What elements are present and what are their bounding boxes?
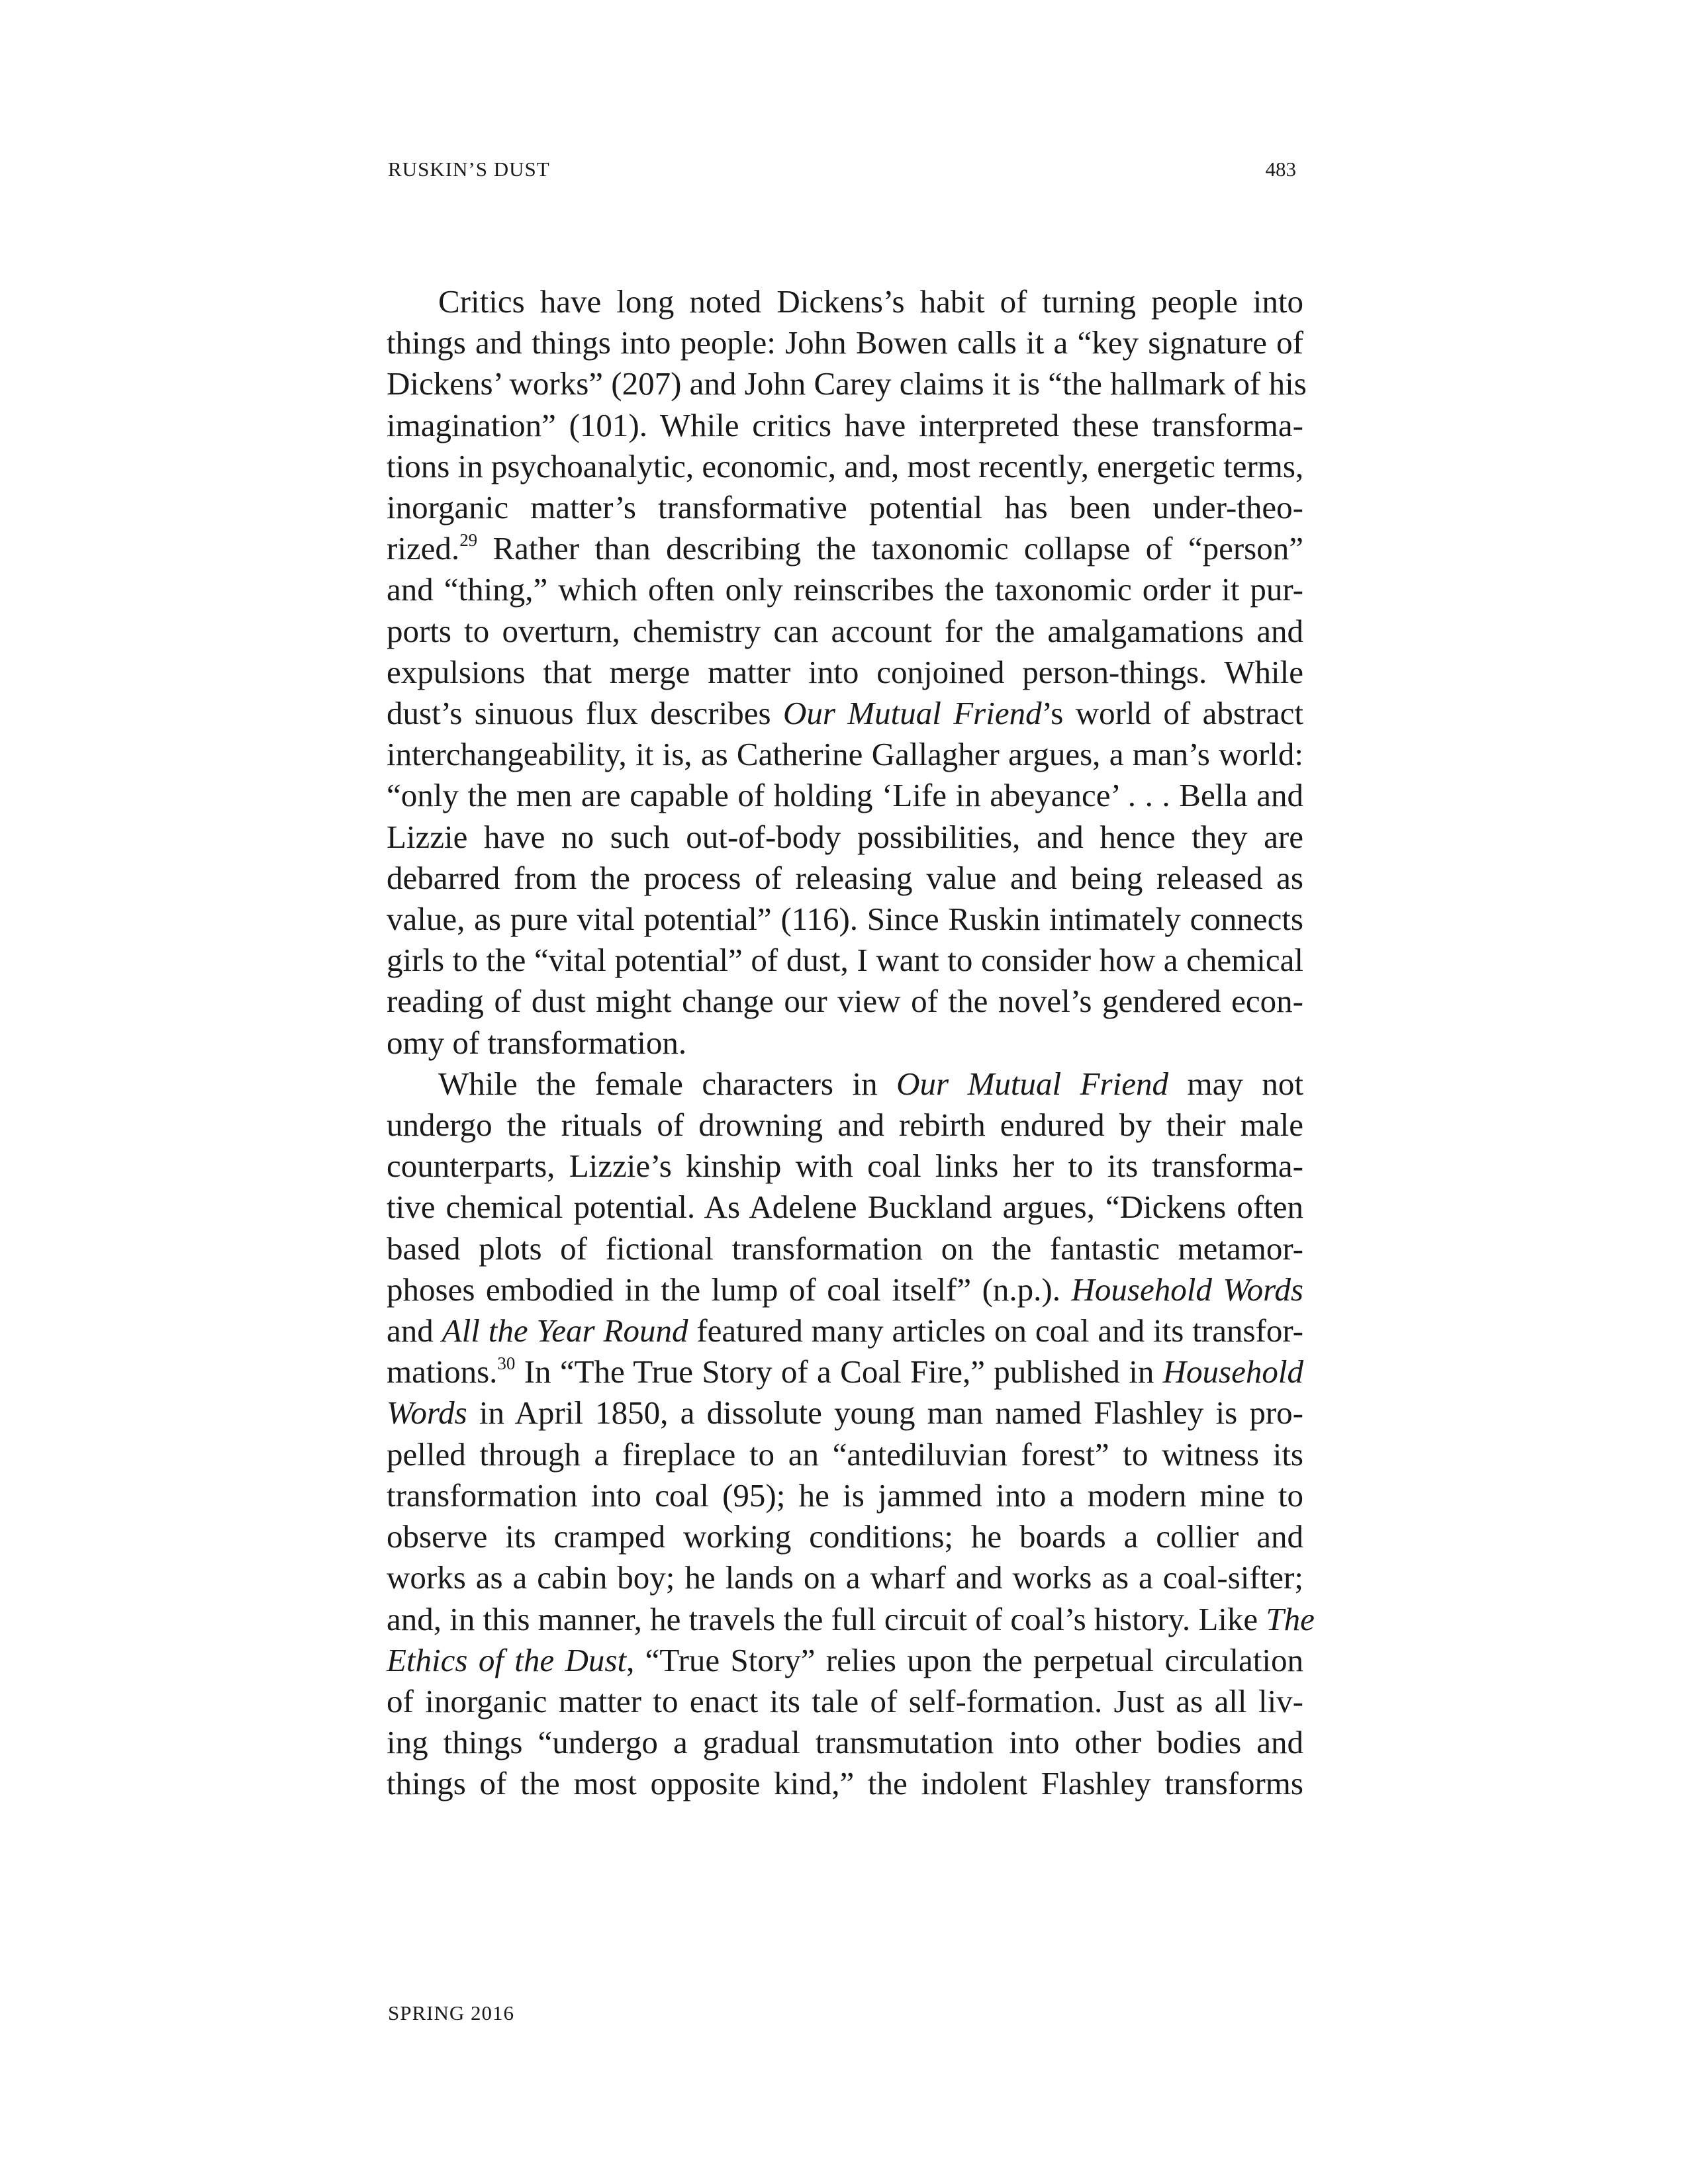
text-line — [387, 1557, 1303, 1598]
text-line — [387, 1681, 1303, 1722]
text-line — [387, 611, 1303, 652]
text-span: based plots of fictional transformation on the fantastic metamor- — [387, 1230, 1303, 1267]
text-line — [387, 899, 1303, 940]
text-span: tions in psychoanalytic, economic, and, most recently, energetic terms, — [387, 447, 1304, 484]
text-line — [387, 1392, 1303, 1433]
text-line — [387, 446, 1303, 487]
text-line — [387, 858, 1303, 899]
text-line — [387, 1434, 1303, 1475]
text-line — [387, 1310, 1303, 1351]
text-span: rized. — [387, 530, 460, 567]
italic-title-span: The — [1266, 1600, 1315, 1637]
text-span: things of the most opposite kind,” the indolent Flashley transforms — [387, 1765, 1303, 1802]
text-span: and, in this manner, he travels the full circuit of coal’s history. Like — [387, 1600, 1266, 1637]
text-line — [387, 1599, 1315, 1640]
italic-title-span: Our Mutual Friend — [896, 1065, 1168, 1102]
paragraph — [387, 1064, 1315, 1805]
text-span: Critics have long noted Dickens’s habit of turning people into — [438, 283, 1303, 320]
page-number: 483 — [1265, 158, 1296, 181]
text-span: omy of transformation. — [387, 1024, 687, 1061]
text-span: girls to the “vital potential” of dust, I want to consider how a chemical — [387, 942, 1303, 979]
text-line — [387, 1351, 1303, 1392]
text-span: featured many articles on coal and its transfor- — [688, 1312, 1303, 1349]
text-span: things and things into people: John Bowen calls it a “key signature of — [387, 324, 1303, 361]
body-text — [387, 281, 1315, 1805]
text-span: ing things “undergo a gradual transmutation into other bodies and — [387, 1724, 1303, 1761]
running-head: RUSKIN’S DUST — [388, 158, 550, 181]
text-line — [387, 775, 1303, 816]
text-line — [387, 281, 1303, 322]
text-line — [387, 1722, 1303, 1763]
text-span: Rather than describing the taxonomic collapse of “person” — [477, 530, 1303, 567]
text-line — [387, 1475, 1303, 1516]
text-span: and “thing,” which often only reinscribes the taxonomic order it pur- — [387, 571, 1303, 608]
footnote-marker[interactable]: 30 — [497, 1353, 516, 1374]
text-line — [387, 1640, 1303, 1681]
text-span: In “The True Story of a Coal Fire,” published in — [515, 1353, 1163, 1390]
text-line — [387, 1146, 1303, 1187]
text-span: may not — [1168, 1065, 1303, 1102]
text-line — [387, 1023, 1303, 1064]
text-span: works as a cabin boy; he lands on a wharf and works as a coal-sifter; — [387, 1559, 1303, 1596]
italic-title-span: Household Words — [1071, 1271, 1303, 1308]
text-line — [387, 487, 1303, 528]
text-span: in April 1850, a dissolute young man named Flashley is pro- — [467, 1394, 1303, 1432]
text-span: tive chemical potential. As Adelene Buckland argues, “Dickens often — [387, 1189, 1303, 1226]
italic-title-span: Our Mutual Friend — [782, 695, 1042, 732]
text-span: inorganic matter’s transformative potential has been under-theo- — [387, 489, 1303, 526]
text-line — [387, 1763, 1303, 1804]
paragraph — [387, 281, 1307, 1064]
text-span: pelled through a fireplace to an “antediluvian forest” to witness its — [387, 1435, 1303, 1473]
footnote-marker[interactable]: 29 — [459, 530, 478, 551]
text-line — [387, 693, 1303, 734]
text-span: debarred from the process of releasing value and being released as — [387, 859, 1303, 896]
text-line — [387, 1269, 1303, 1310]
text-span: ’s world of abstract — [1041, 695, 1303, 732]
text-line — [387, 1516, 1303, 1557]
running-foot: SPRING 2016 — [388, 2001, 515, 2025]
text-line — [387, 981, 1303, 1022]
text-span: observe its cramped working conditions; he boards a collier and — [387, 1518, 1303, 1555]
text-line — [387, 817, 1303, 858]
text-span: transformation into coal (95); he is jammed into a modern mine to — [387, 1477, 1303, 1514]
text-span: , “True Story” relies upon the perpetual circulation — [626, 1641, 1303, 1678]
text-span: counterparts, Lizzie’s kinship with coal links her to its transforma- — [387, 1148, 1303, 1185]
text-span: undergo the rituals of drowning and rebirth endured by their male — [387, 1107, 1303, 1144]
text-span: and — [387, 1312, 442, 1349]
text-span: imagination” (101). While critics have interpreted these transforma- — [387, 406, 1303, 443]
text-span: phoses embodied in the lump of coal itself” (n.p.). — [387, 1271, 1072, 1308]
text-line — [387, 652, 1303, 693]
text-line — [387, 528, 1303, 569]
text-span: While the female characters in — [438, 1065, 897, 1102]
italic-title-span: Words — [387, 1394, 467, 1432]
text-line — [387, 1105, 1303, 1146]
text-span: mations. — [387, 1353, 498, 1390]
text-span: “only the men are capable of holding ‘Life in abeyance’ . . . Bella and — [387, 777, 1303, 814]
italic-title-span: Household — [1162, 1353, 1303, 1390]
italic-title-span: All the Year Round — [442, 1312, 688, 1349]
text-line — [387, 569, 1303, 610]
text-line — [387, 940, 1303, 981]
text-line — [387, 363, 1307, 404]
text-span: ports to overturn, chemistry can account for the amalgamations and — [387, 612, 1303, 649]
text-span: Dickens’ works” (207) and John Carey claims it is “the hallmark of his — [387, 365, 1307, 402]
text-span: reading of dust might change our view of the novel’s gendered econ- — [387, 983, 1303, 1020]
text-span: Lizzie have no such out-of-body possibilities, and hence they are — [387, 818, 1303, 855]
text-line — [387, 1228, 1303, 1269]
text-span: of inorganic matter to enact its tale of self-formation. Just as all liv- — [387, 1682, 1303, 1719]
text-line — [387, 734, 1303, 775]
text-line — [387, 1187, 1303, 1228]
text-line — [387, 405, 1303, 446]
italic-title-span: Ethics of the Dust — [387, 1641, 627, 1678]
text-span: interchangeability, it is, as Catherine Gallagher argues, a man’s world: — [387, 736, 1303, 773]
text-line — [387, 322, 1303, 363]
text-span: value, as pure vital potential” (116). Since Ruskin intimately connects — [387, 901, 1303, 938]
text-span: dust’s sinuous flux describes — [387, 695, 783, 732]
text-line — [387, 1064, 1303, 1105]
text-span: expulsions that merge matter into conjoined person-things. While — [387, 653, 1303, 690]
